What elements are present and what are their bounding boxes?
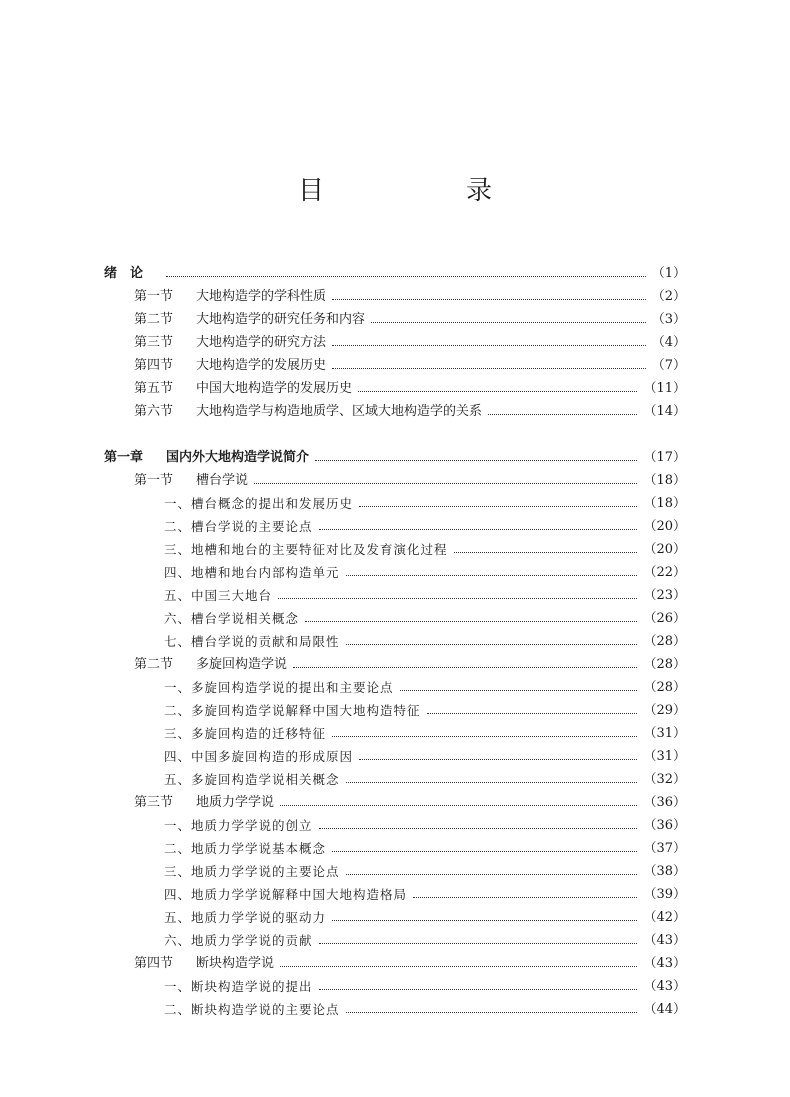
dot-leader (400, 689, 638, 691)
toc-entry-label: 第六节 (134, 404, 174, 419)
toc-entry[interactable] (134, 469, 686, 489)
toc-entry-title: 五、地质力学学说的驱动力 (164, 910, 327, 925)
page-title: 目 录 (297, 176, 550, 206)
toc-page-number: （17） (643, 450, 686, 465)
toc-page-number: （43） (643, 979, 686, 994)
toc-page-number: （38） (643, 864, 686, 879)
toc-page-number: （20） (643, 542, 686, 557)
toc-entry-title: 三、地槽和地台的主要特征对比及发育演化过程 (164, 542, 448, 557)
dot-leader (166, 275, 646, 277)
toc-entry[interactable] (164, 998, 686, 1018)
toc-entry[interactable] (164, 630, 686, 650)
dot-leader (319, 942, 638, 944)
dot-leader (319, 528, 638, 530)
dot-leader (278, 597, 637, 599)
dot-leader (346, 781, 638, 783)
dot-leader (413, 896, 637, 898)
toc-entry-title: 国内外大地构造学说简介 (166, 450, 310, 465)
toc-entry-title: 三、地质力学学说的主要论点 (164, 864, 340, 879)
toc-entry[interactable] (164, 722, 686, 742)
toc-entry[interactable] (104, 446, 686, 466)
toc-entry-title: 五、多旋回构造学说相关概念 (164, 772, 340, 787)
toc-page-number: （4） (651, 335, 686, 350)
toc-entry[interactable] (134, 952, 686, 972)
toc-page-number: （22） (643, 565, 686, 580)
toc-entry-title: 断块构造学说 (196, 956, 275, 971)
toc-page-number: （37） (643, 841, 686, 856)
toc-entry[interactable] (164, 768, 686, 788)
toc-entry-title: 一、多旋回构造学说的提出和主要论点 (164, 680, 394, 695)
dot-leader (427, 712, 638, 714)
toc-entry[interactable] (164, 975, 686, 995)
dot-leader (346, 574, 638, 576)
toc-page-number: （29） (643, 703, 686, 718)
toc-page-number: （43） (643, 956, 686, 971)
toc-entry-title: 一、地质力学学说的创立 (164, 818, 313, 833)
toc-entry[interactable] (164, 492, 686, 512)
toc-page-number: （23） (643, 588, 686, 603)
toc-page-number: （31） (643, 749, 686, 764)
toc-entry-title: 中国大地构造学的发展历史 (196, 381, 353, 396)
toc-entry-label: 第一章 (104, 450, 144, 465)
toc-entry-label: 绪 论 (104, 266, 144, 281)
dot-leader (315, 459, 637, 461)
toc-entry[interactable] (164, 607, 686, 627)
toc-entry[interactable] (164, 561, 686, 581)
toc-page-number: （18） (643, 496, 686, 511)
toc-entry-title: 四、地槽和地台内部构造单元 (164, 565, 340, 580)
toc-entry[interactable] (134, 331, 686, 351)
toc-entry[interactable] (134, 354, 686, 374)
toc-entry-title: 二、多旋回构造学说解释中国大地构造特征 (164, 703, 421, 718)
dot-leader (346, 1011, 638, 1013)
toc-entry[interactable] (164, 906, 686, 926)
toc-entry-title: 四、地质力学学说解释中国大地构造格局 (164, 887, 408, 902)
toc-entry[interactable] (164, 745, 686, 765)
toc-entry-title: 槽台学说 (196, 473, 249, 488)
toc-entry-title: 三、多旋回构造的迁移特征 (164, 726, 327, 741)
toc-entry-title: 七、槽台学说的贡献和局限性 (164, 634, 340, 649)
toc-entry-label: 第一节 (134, 473, 174, 488)
toc-page-number: （28） (643, 657, 686, 672)
toc-page-number: （18） (643, 473, 686, 488)
toc-entry-title: 四、中国多旋回构造的形成原因 (164, 749, 354, 764)
toc-page-number: （2） (651, 289, 686, 304)
toc-entry[interactable] (164, 837, 686, 857)
toc-entry[interactable] (164, 515, 686, 535)
dot-leader (346, 873, 638, 875)
dot-leader (280, 804, 637, 806)
dot-leader (319, 988, 638, 990)
toc-entry-title: 一、槽台概念的提出和发展历史 (164, 496, 354, 511)
dot-leader (332, 367, 646, 369)
toc-entry-label: 第二节 (134, 312, 174, 327)
toc-page-number: （44） (643, 1002, 686, 1017)
toc-entry[interactable] (164, 883, 686, 903)
toc-page-number: （28） (643, 680, 686, 695)
toc-page-number: （11） (643, 381, 686, 396)
toc-entry[interactable] (164, 699, 686, 719)
toc-entry[interactable] (134, 285, 686, 305)
toc-entry-label: 第四节 (134, 358, 174, 373)
dot-leader (332, 919, 637, 921)
toc-entry-title: 六、地质力学学说的贡献 (164, 933, 313, 948)
toc-entry[interactable] (104, 262, 686, 282)
toc-entry[interactable] (134, 791, 686, 811)
toc-entry-label: 第四节 (134, 956, 174, 971)
toc-page-number: （7） (651, 358, 686, 373)
toc-entry-title: 二、断块构造学说的主要论点 (164, 1002, 340, 1017)
toc-entry-title: 大地构造学的研究任务和内容 (196, 312, 366, 327)
dot-leader (359, 505, 637, 507)
toc-entry-title: 多旋回构造学说 (196, 657, 288, 672)
toc-entry-label: 第二节 (134, 657, 174, 672)
dot-leader (454, 551, 638, 553)
toc-entry[interactable] (134, 377, 686, 397)
toc-page-number: （32） (643, 772, 686, 787)
toc-entry-title: 一、断块构造学说的提出 (164, 979, 313, 994)
toc-page-number: （36） (643, 818, 686, 833)
toc-page-number: （14） (643, 404, 686, 419)
toc-entry-title: 地质力学学说 (196, 795, 275, 810)
dot-leader (358, 390, 637, 392)
toc-entry[interactable] (164, 929, 686, 949)
toc-page-number: （39） (643, 887, 686, 902)
toc-entry-title: 大地构造学与构造地质学、区域大地构造学的关系 (196, 404, 483, 419)
toc-entry-title: 二、地质力学学说基本概念 (164, 841, 327, 856)
toc-entry-label: 第三节 (134, 335, 174, 350)
toc-entry-title: 大地构造学的研究方法 (196, 335, 327, 350)
dot-leader (332, 850, 637, 852)
dot-leader (371, 321, 646, 323)
dot-leader (488, 413, 637, 415)
toc-entry-title: 五、中国三大地台 (164, 588, 273, 603)
toc-page-number: （31） (643, 726, 686, 741)
toc-entry[interactable] (134, 653, 686, 673)
dot-leader (346, 643, 638, 645)
dot-leader (305, 620, 637, 622)
toc-entry[interactable] (164, 814, 686, 834)
toc-page-number: （36） (643, 795, 686, 810)
dot-leader (332, 298, 646, 300)
toc-entry[interactable] (134, 308, 686, 328)
toc-entry-title: 大地构造学的学科性质 (196, 289, 327, 304)
toc-entry-title: 二、槽台学说的主要论点 (164, 519, 313, 534)
toc-page-number: （20） (643, 519, 686, 534)
dot-leader (332, 735, 637, 737)
dot-leader (280, 965, 637, 967)
toc-entry-label: 第三节 (134, 795, 174, 810)
toc-page-number: （1） (651, 266, 686, 281)
toc-entry-title: 大地构造学的发展历史 (196, 358, 327, 373)
dot-leader (332, 344, 646, 346)
toc-entry[interactable] (134, 400, 686, 420)
toc-entry-title: 六、槽台学说相关概念 (164, 611, 300, 626)
dot-leader (254, 482, 637, 484)
dot-leader (319, 827, 638, 829)
toc-page-number: （28） (643, 634, 686, 649)
toc-entry[interactable] (164, 538, 686, 558)
dot-leader (359, 758, 637, 760)
toc-entry[interactable] (164, 584, 686, 604)
dot-leader (293, 666, 637, 668)
toc-page-number: （43） (643, 933, 686, 948)
toc-page-number: （3） (651, 312, 686, 327)
toc-entry-label: 第一节 (134, 289, 174, 304)
toc-entry[interactable] (164, 676, 686, 696)
toc-entry-label: 第五节 (134, 381, 174, 396)
toc-page-number: （26） (643, 611, 686, 626)
toc-entry[interactable] (164, 860, 686, 880)
toc-page-number: （42） (643, 910, 686, 925)
